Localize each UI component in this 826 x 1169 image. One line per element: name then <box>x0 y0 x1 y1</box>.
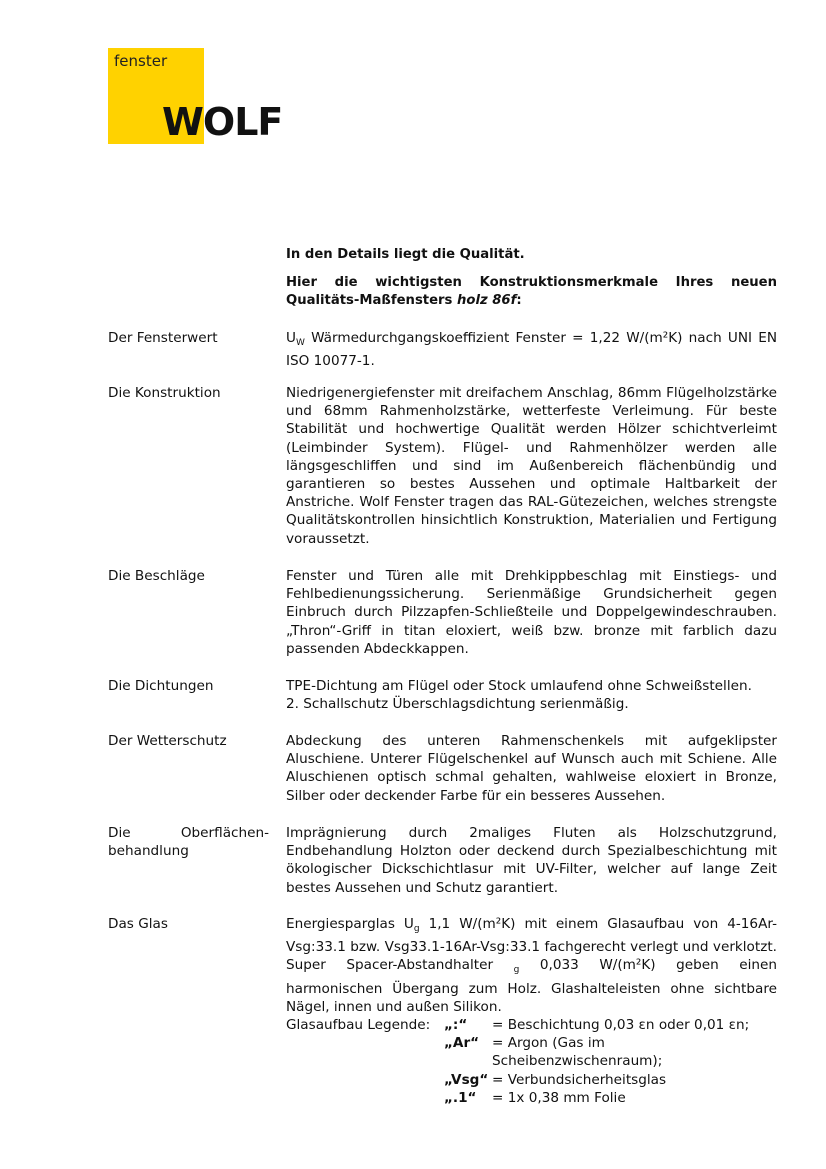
section-label: Die Dichtungen <box>108 678 214 694</box>
legend-value: = Verbundsicherheitsglas <box>492 1071 667 1088</box>
u-subscript: W <box>295 338 305 348</box>
document-heading: In den Details liegt die Qualität. <box>286 247 525 262</box>
u-symbol: U <box>286 330 296 346</box>
logo-wordmark: WOLF <box>162 100 283 144</box>
section-text: Abdeckung des unteren Rahmenschenkels mit aufgeklipster Aluschiene. Unterer Flügelschenkel auf Wunsch auch mit Schiene. Alle Aluschienen optisch schmal gehalten, wahlweise eloxiert in Bronze, Silber oder deckender Farbe für ein besseres Aussehen. <box>286 733 777 804</box>
fensterwert-text: Wärmedurchgangskoeffizient Fenster = 1,22 W/(m²K) nach UNI EN ISO 10077-1. <box>286 330 777 370</box>
legend-row <box>286 1016 777 1034</box>
section-label: Der Fensterwert <box>108 330 218 346</box>
intro-colon: : <box>516 293 522 308</box>
legend-title: Glasaufbau Legende: <box>286 1017 431 1033</box>
section-text <box>286 329 777 370</box>
section-label: Die Konstruktion <box>108 385 221 401</box>
section-label: Die Beschläge <box>108 568 205 584</box>
glas-legend <box>286 1016 777 1107</box>
legend-row <box>286 1089 777 1107</box>
logo-subtitle: fenster <box>114 52 168 70</box>
glas-text-1: Energiesparglas U <box>286 916 414 932</box>
product-name: holz 86f <box>457 293 517 308</box>
glas-text-2: 1,1 W/(m²K) mit einem Glasaufbau von 4-16Ar-Vsg:33.1 bzw. Vsg33.1-16Ar-Vsg:33.1 fachgerecht verlegt und verklotzt. Super Spacer-Abstandhalter <box>286 916 777 974</box>
glas-text-3: 0,033 W/(m²K) geben einen harmonischen Übergang zum Holz. Glashalteleisten ohne sichtbare Nägel, innen und außen Silikon. <box>286 957 777 1015</box>
ug-subscript: g <box>413 924 420 934</box>
document-intro <box>286 274 777 310</box>
section-label: Die Oberflächen-behandlung <box>108 825 269 860</box>
legend-row <box>286 1071 777 1089</box>
psi-subscript: g <box>513 965 520 976</box>
legend-row <box>286 1034 777 1070</box>
section-text: Fenster und Türen alle mit Drehkippbeschlag mit Einstiegs- und Fehlbedienungssicherung. Serienmäßige Grundsicherheit gegen Einbruch durch Pilzzapfen-Schließteile und Doppelgewindeschrauben. „Thron“-Griff in titan eloxiert, weiß bzw. bronze mit farblich dazu passenden Abdeckkappen. <box>286 568 777 657</box>
section-text <box>286 677 777 713</box>
section-text <box>286 915 777 1016</box>
intro-text: Hier die wichtigsten Konstruktionsmerkmale Ihres neuen Qualitäts-Maßfensters <box>286 275 777 308</box>
legend-key: „.1“ <box>444 1089 477 1106</box>
legend-value: = Argon (Gas im Scheibenzwischenraum); <box>492 1035 663 1070</box>
dichtungen-line-1: TPE-Dichtung am Flügel oder Stock umlaufend ohne Schweißstellen. <box>286 678 752 694</box>
legend-value: = 1x 0,38 mm Folie <box>492 1089 626 1106</box>
dichtungen-line-2: 2. Schallschutz Überschlagsdichtung serienmäßig. <box>286 696 629 713</box>
legend-key: „Vsg“ <box>444 1071 489 1088</box>
section-text: Niedrigenergiefenster mit dreifachem Anschlag, 86mm Flügelholzstärke und 68mm Rahmenholzstärke, wetterfeste Verleimung. Für beste Stabilität und hochwertige Qualität werden Hölzer schichtverleimt (Leimbinder System). Flügel- und Rahmenhölzer werden alle längsgeschliffen und sind im Außenbereich flächenbündig und garantieren so bestes Aussehen und optimale Haltbarkeit der Anstriche. Wolf Fenster tragen das RAL-Gütezeichen, welches strengste Qualitätskontrollen hinsichtlich Konstruktion, Materialien und Fertigung voraussetzt. <box>286 385 777 547</box>
section-label: Der Wetterschutz <box>108 733 227 749</box>
legend-value: = Beschichtung 0,03 εn oder 0,01 εn; <box>492 1017 750 1033</box>
legend-key: „:“ <box>444 1017 468 1033</box>
section-text: Imprägnierung durch 2maliges Fluten als Holzschutzgrund, Endbehandlung Holzton oder deckend durch Spezialbeschichtung mit ökologischer Dickschichtlasur mit UV-Filter, welcher auf lange Zeit bestes Aussehen und Schutz garantiert. <box>286 825 777 896</box>
company-logo <box>108 48 283 144</box>
section-label: Das Glas <box>108 916 168 932</box>
legend-key: „Ar“ <box>444 1035 480 1052</box>
